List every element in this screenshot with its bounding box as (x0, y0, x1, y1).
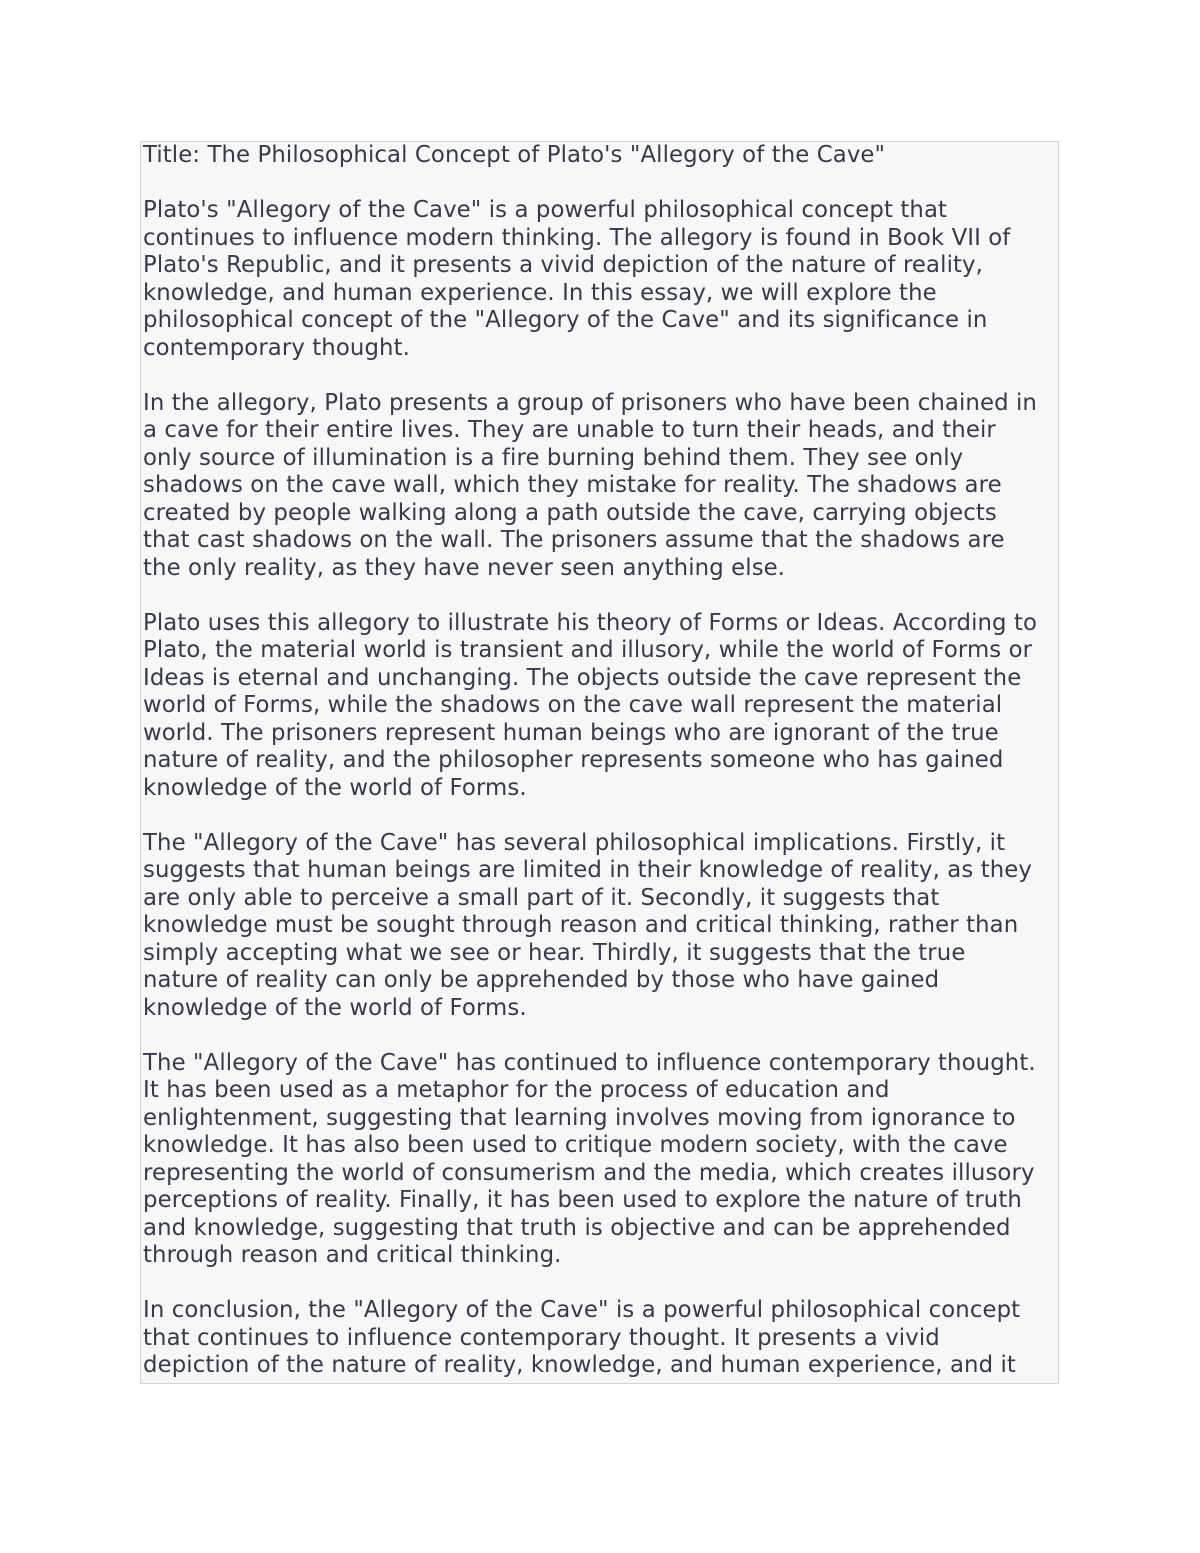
paragraph-line: depiction of the nature of reality, knowledge, and human experience, and it (143, 1352, 1016, 1378)
paragraph-line: suggests that human beings are limited in their knowledge of reality, as they (143, 857, 1032, 883)
paragraph-line: the only reality, as they have never seen anything else. (143, 554, 786, 581)
paragraph-line: only source of illumination is a fire burning behind them. They see only (143, 444, 964, 471)
paragraph-line: that cast shadows on the wall. The prisoners assume that the shadows are (143, 527, 1005, 553)
paragraph-line: Plato, the material world is transient and illusory, while the world of Forms or (143, 637, 1033, 663)
paragraph-line: shadows on the cave wall, which they mistake for reality. The shadows are (143, 472, 1002, 498)
essay-paragraph (143, 830, 1058, 1023)
paragraph-line: Plato uses this allegory to illustrate his theory of Forms or Ideas. According to (143, 609, 1038, 636)
paragraph-line: The "Allegory of the Cave" has continued to influence contemporary thought. (143, 1049, 1036, 1076)
paragraph-gap (143, 582, 1058, 610)
paragraph-line: knowledge. It has also been used to critique modern society, with the cave (143, 1132, 1008, 1158)
paragraph-line: It has been used as a metaphor for the process of education and (143, 1077, 890, 1103)
paragraph-line: Plato's "Allegory of the Cave" is a powerful philosophical concept that (143, 197, 948, 223)
paragraph-line: world of Forms, while the shadows on the cave wall represent the material (143, 692, 1003, 718)
paragraph-gap (143, 362, 1058, 390)
paragraph-line: world. The prisoners represent human beings who are ignorant of the true (143, 719, 999, 746)
essay-title: Title: The Philosophical Concept of Plato's "Allegory of the Cave" (143, 142, 886, 168)
paragraph-line: through reason and critical thinking. (143, 1242, 562, 1268)
paragraph-line: created by people walking along a path outside the cave, carrying objects (143, 499, 997, 526)
paragraph-line: that continues to influence contemporary thought. It presents a vivid (143, 1324, 940, 1351)
paragraph-line: knowledge of the world of Forms. (143, 774, 527, 801)
paragraph-gap (143, 802, 1058, 830)
paragraph-gap (143, 170, 1058, 198)
paragraph-line: Plato's Republic, and it presents a vivid depiction of the nature of reality, (143, 252, 983, 278)
essay-body (143, 197, 1058, 1380)
paragraph-line: perceptions of reality. Finally, it has been used to explore the nature of truth (143, 1187, 1022, 1213)
paragraph-line: knowledge of the world of Forms. (143, 994, 527, 1021)
paragraph-line: knowledge must be sought through reason and critical thinking, rather than (143, 912, 1019, 938)
essay-paragraph (143, 1297, 1058, 1380)
essay-text-box (140, 141, 1059, 1384)
paragraph-gap (143, 1022, 1058, 1050)
paragraph-line: continues to influence modern thinking. The allegory is found in Book VII of (143, 224, 1011, 251)
paragraph-line: knowledge, and human experience. In this essay, we will explore the (143, 279, 937, 306)
essay-paragraph (143, 610, 1058, 803)
paragraph-line: simply accepting what we see or hear. Thirdly, it suggests that the true (143, 939, 966, 966)
paragraph-gap (143, 1270, 1058, 1298)
paragraph-line: nature of reality can only be apprehended by those who have gained (143, 967, 940, 993)
essay-paragraph (143, 197, 1058, 362)
paragraph-line: The "Allegory of the Cave" has several philosophical implications. Firstly, it (143, 829, 1006, 856)
paragraph-line: nature of reality, and the philosopher represents someone who has gained (143, 747, 1004, 773)
paragraph-line: philosophical concept of the "Allegory of the Cave" and its significance in (143, 307, 988, 333)
paragraph-line: and knowledge, suggesting that truth is objective and can be apprehended (143, 1214, 1011, 1241)
paragraph-line: In conclusion, the "Allegory of the Cave" is a powerful philosophical concept (143, 1297, 1021, 1323)
paragraph-line: are only able to perceive a small part of it. Secondly, it suggests that (143, 884, 940, 911)
paragraph-line: In the allegory, Plato presents a group of prisoners who have been chained in (143, 389, 1037, 416)
essay-paragraph (143, 390, 1058, 583)
paragraph-line: representing the world of consumerism and the media, which creates illusory (143, 1159, 1035, 1186)
paragraph-line: enlightenment, suggesting that learning involves moving from ignorance to (143, 1104, 1016, 1131)
paragraph-line: a cave for their entire lives. They are unable to turn their heads, and their (143, 417, 996, 443)
essay-paragraph (143, 1050, 1058, 1270)
paragraph-line: Ideas is eternal and unchanging. The objects outside the cave represent the (143, 664, 1022, 691)
paragraph-line: contemporary thought. (143, 334, 410, 361)
